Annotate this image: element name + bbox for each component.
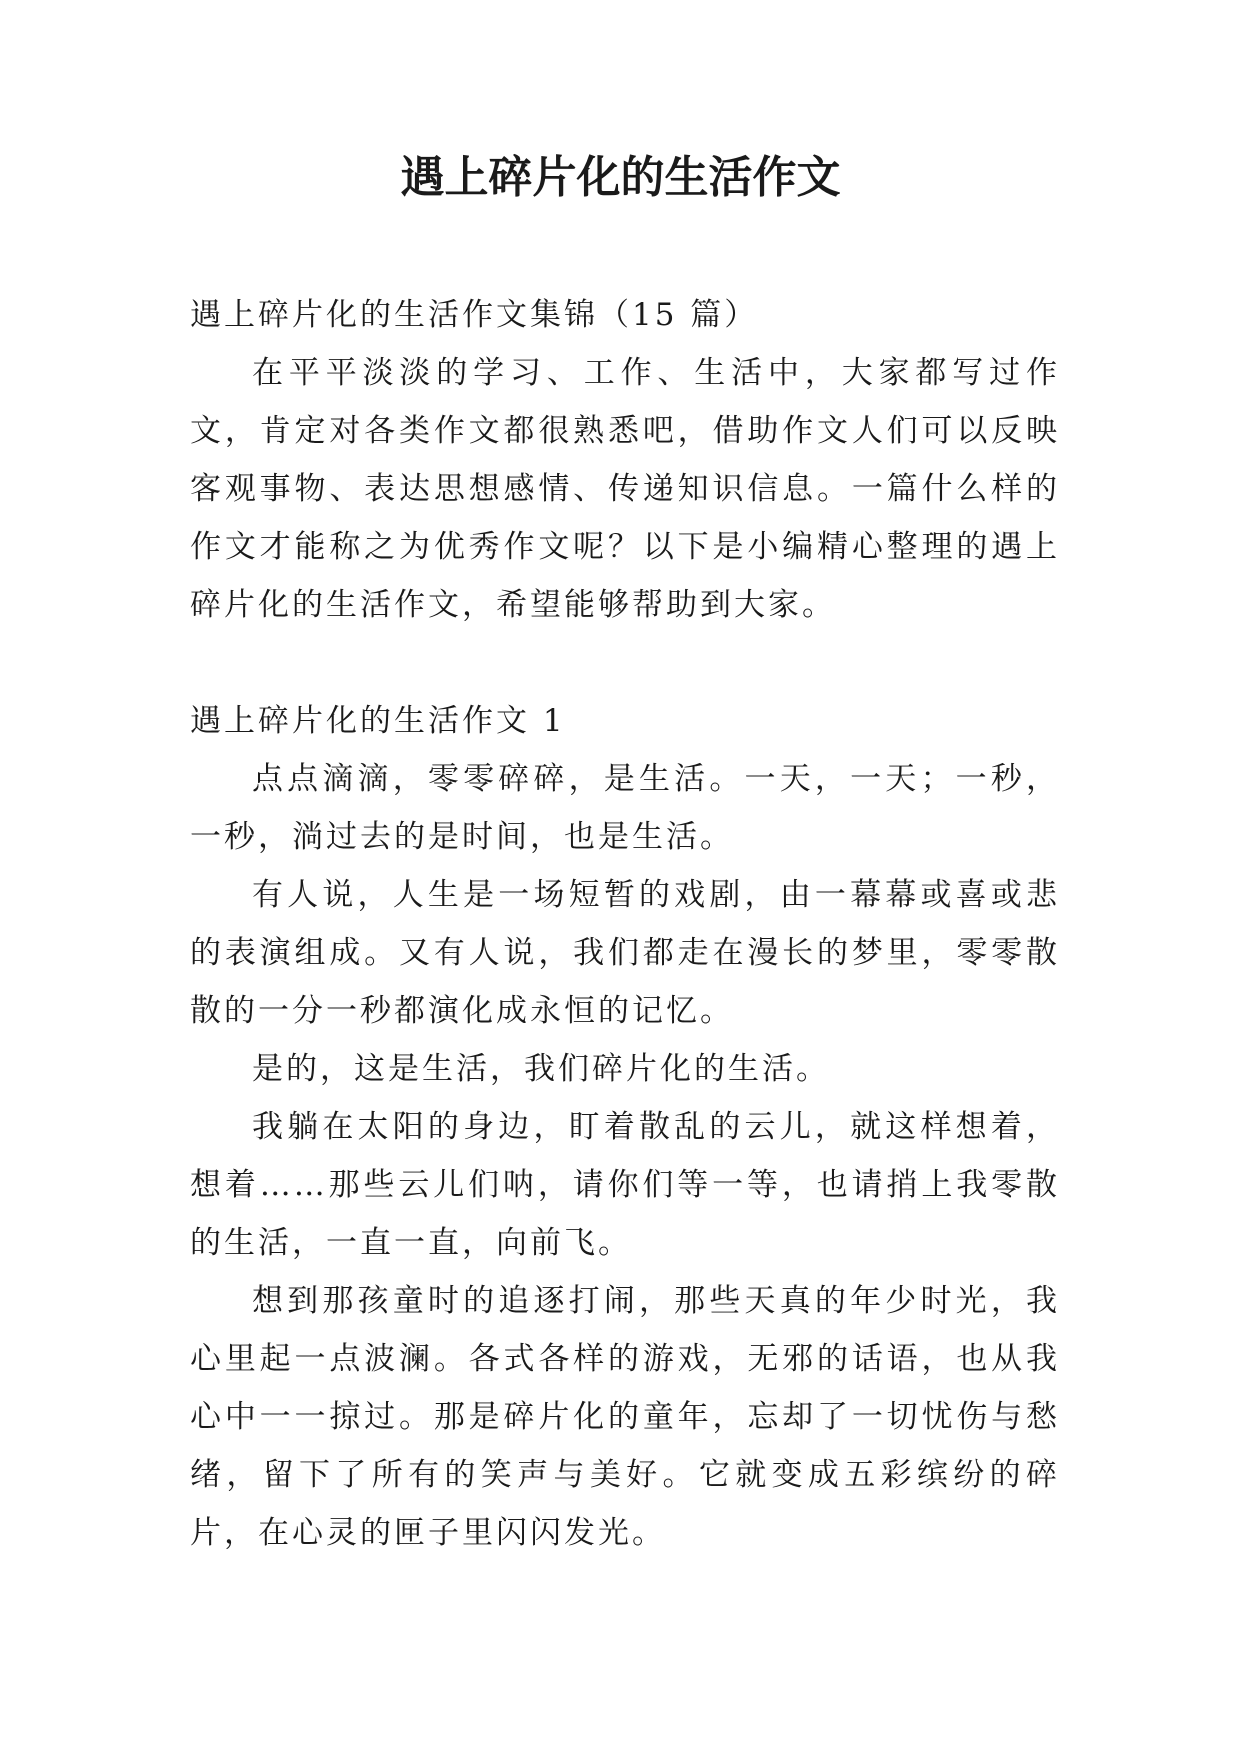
section-spacer	[190, 634, 1060, 692]
intro-paragraph: 在平平淡淡的学习、工作、生活中，大家都写过作文，肯定对各类作文都很熟悉吧，借助作文人们可以反映客观事物、表达思想感情、传递知识信息。一篇什么样的作文才能称之为优秀作文呢？以下是小编精心整理的遇上碎片化的生活作文，希望能够帮助到大家。	[190, 355, 1060, 623]
body-paragraph: 点点滴滴，零零碎碎，是生活。一天，一天；一秒，一秒，淌过去的是时间，也是生活。	[190, 761, 1060, 855]
body-paragraph: 有人说，人生是一场短暂的戏剧，由一幕幕或喜或悲的表演组成。又有人说，我们都走在漫长的梦里，零零散散的一分一秒都演化成永恒的记忆。	[190, 877, 1060, 1029]
collection-subtitle: 遇上碎片化的生活作文集锦（15 篇）	[190, 297, 759, 333]
section-heading: 遇上碎片化的生活作文 1	[190, 703, 566, 739]
body-paragraph: 我躺在太阳的身边，盯着散乱的云儿，就这样想着，想着……那些云儿们呐，请你们等一等，也请捎上我零散的生活，一直一直，向前飞。	[190, 1109, 1060, 1261]
body-paragraph: 想到那孩童时的追逐打闹，那些天真的年少时光，我心里起一点波澜。各式各样的游戏，无邪的话语，也从我心中一一掠过。那是碎片化的童年，忘却了一切忧伤与愁绪，留下了所有的笑声与美好。它就变成五彩缤纷的碎片，在心灵的匣子里闪闪发光。	[190, 1283, 1060, 1551]
document-body	[190, 286, 1060, 1562]
body-paragraph: 是的，这是生活，我们碎片化的生活。	[252, 1051, 830, 1087]
document-title: 遇上碎片化的生活作文	[400, 152, 841, 203]
